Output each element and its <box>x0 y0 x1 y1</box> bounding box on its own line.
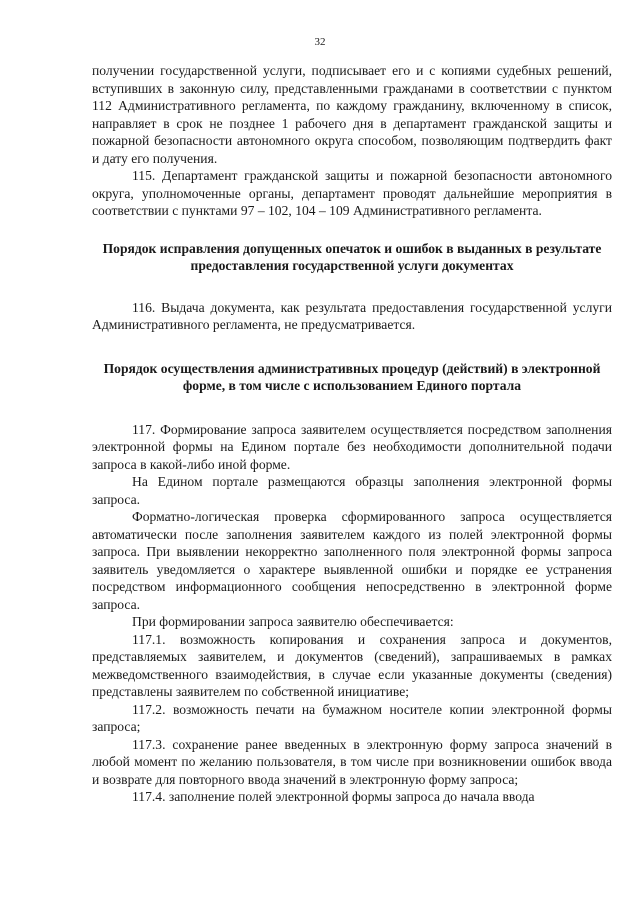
document-body <box>92 62 612 806</box>
paragraph-115: 115. Департамент гражданской защиты и пожарной безопасности автономного округа, уполномоченные органы, департамент проводят дальнейшие мероприятия в соответствии с пунктами 97 – 102, 104 – 109 Административного регламента. <box>92 168 612 218</box>
paragraph-117-format-check: Форматно-логическая проверка сформированного запроса осуществляется автоматически после заполнения заявителем каждого из полей электронной формы запроса. При выявлении некорректно заполненного поля электронной формы запроса заявитель уведомляется о характере выявленной ошибки и порядке ее устранения посредством информационного сообщения непосредственно в электронной форме запроса. <box>92 509 612 612</box>
paragraph-114-continuation: получении государственной услуги, подписывает его и с копиями судебных решений, вступивших в законную силу, представленными гражданами в соответствии с пунктом 112 Административного регламента, по каждому гражданину, включенному в список, направляет в срок не позднее 1 рабочего дня в департамент гражданской защиты и пожарной безопасности автономного округа способом, позволяющим подтвердить факт и дату его получения. <box>92 63 612 166</box>
paragraph-117-1: 117.1. возможность копирования и сохранения запроса и документов, представляемых заявителем, и документов (сведений), запрашиваемых в рамках межведомственного взаимодействия, в случае если указанные документы (сведения) представлены заявителем по собственной инициативе; <box>92 631 612 699</box>
section-heading-electronic-form: Порядок осуществления административных процедур (действий) в электронной форме, в том числе с использованием Единого портала <box>103 360 601 393</box>
paragraph-117-samples: На Едином портале размещаются образцы заполнения электронной формы запроса. <box>92 474 612 507</box>
paragraph-117-provisions-intro: При формировании запроса заявителю обеспечивается: <box>132 614 454 629</box>
section-heading-corrections: Порядок исправления допущенных опечаток и ошибок в выданных в результате предоставления государственной услуги документах <box>102 240 602 273</box>
paragraph-117-4: 117.4. заполнение полей электронной формы запроса до начала ввода <box>132 789 535 804</box>
page-number: 32 <box>314 36 326 48</box>
paragraph-116: 116. Выдача документа, как результата предоставления государственной услуги Административного регламента, не предусматривается. <box>92 299 612 332</box>
paragraph-117-3: 117.3. сохранение ранее введенных в электронную форму запроса значений в любой момент по желанию пользователя, в том числе при возникновении ошибок ввода и возврате для повторного ввода значений в электронную форму запроса; <box>92 736 612 787</box>
paragraph-117: 117. Формирование запроса заявителем осуществляется посредством заполнения электронной формы на Едином портале без необходимости дополнительной подачи запроса в какой-либо иной форме. <box>92 421 612 472</box>
paragraph-117-2: 117.2. возможность печати на бумажном носителе копии электронной формы запроса; <box>92 701 612 734</box>
